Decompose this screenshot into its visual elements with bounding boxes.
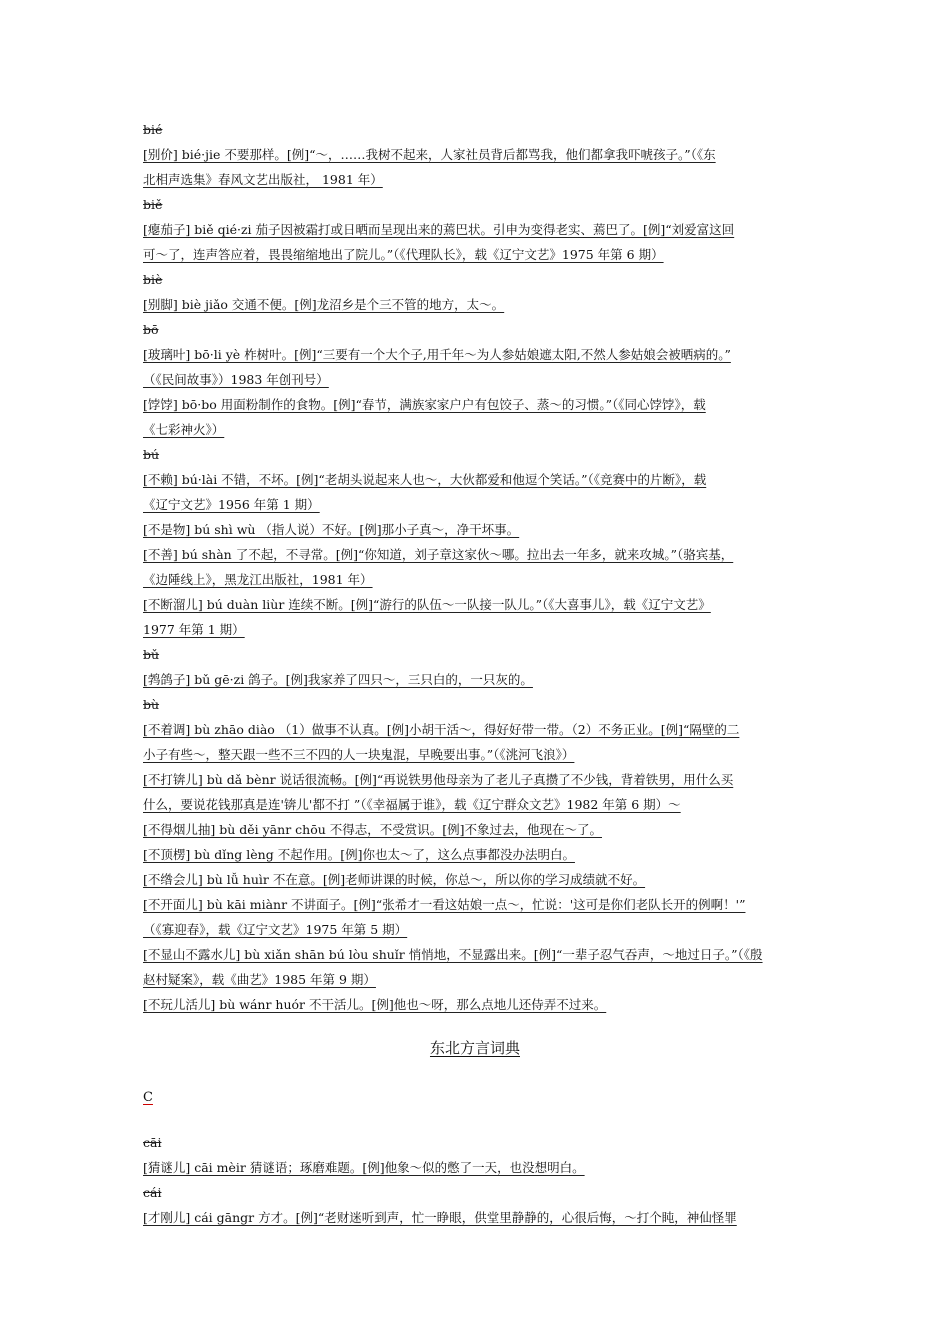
entry-line-text: 小子有些～，整天跟一些不三不四的人一块鬼混，早晚要出事。”（《洮河飞浪》） bbox=[143, 747, 575, 762]
pinyin-heading bbox=[143, 642, 808, 667]
pinyin-heading bbox=[143, 117, 808, 142]
entry-line bbox=[143, 567, 808, 592]
pinyin-heading bbox=[143, 1180, 808, 1205]
entry-line bbox=[143, 892, 808, 917]
entry-line bbox=[143, 492, 808, 517]
entry-line bbox=[143, 767, 808, 792]
pinyin-heading-text: bǔ bbox=[143, 647, 160, 662]
entry-line bbox=[143, 717, 808, 742]
entry-line-text: [别脚] biè jiǎo 交通不便。[例]龙沼乡是个三不管的地方，太～。 bbox=[143, 297, 505, 312]
dictionary-entry bbox=[143, 817, 808, 842]
dictionary-entry bbox=[143, 592, 808, 642]
entry-line-text: （《寡迎春》，载《辽宁文艺》1975 年第 5 期） bbox=[143, 922, 408, 937]
dictionary-entry bbox=[143, 992, 808, 1017]
entry-line-text: [不顶楞] bù dǐng lèng 不起作用。[例]你也太～了，这么点事都没办法明白。 bbox=[143, 847, 575, 862]
section-letter bbox=[143, 1085, 153, 1110]
entry-line-text: [不善] bú shàn 了不起，不寻常。[例]“你知道，刘子章这家伙～哪。拉出去一年多，就来攻城。”（骆宾基， bbox=[143, 547, 734, 562]
dictionary-entry bbox=[143, 942, 808, 992]
entry-line bbox=[143, 367, 808, 392]
entry-line bbox=[143, 342, 808, 367]
dictionary-section-c bbox=[143, 1130, 808, 1230]
entry-line bbox=[143, 592, 808, 617]
entry-line-text: （《民间故事》）1983 年创刊号） bbox=[143, 372, 329, 387]
entry-line-text: [别价] bié·jie 不要那样。[例]“～，……我树不起来，人家社员背后都骂我，他们都拿我吓唬孩子。”（《东 bbox=[143, 147, 716, 162]
dictionary-section-b bbox=[143, 117, 808, 1017]
dictionary-entry bbox=[143, 142, 808, 192]
entry-line bbox=[143, 617, 808, 642]
entry-line-text: [才刚儿] cái gāngr 方才。[例]“老财迷听到声，忙一睁眼，供堂里静静的，心很后悔，～打个盹，神仙怪罪 bbox=[143, 1210, 737, 1225]
pinyin-heading-text: cái bbox=[143, 1185, 162, 1200]
entry-line bbox=[143, 217, 808, 242]
entry-line-text: [不断溜儿] bú duàn liùr 连续不断。[例]“游行的队伍～一队接一队儿。”（《大喜事儿》，载《辽宁文艺》 bbox=[143, 597, 711, 612]
dictionary-entry bbox=[143, 517, 808, 542]
entry-line-text: [不赖] bú·lài 不错，不坏。[例]“老胡头说起来人也～，大伙都爱和他逗个笑话。”（《竞赛中的片断》，载 bbox=[143, 472, 707, 487]
entry-line bbox=[143, 742, 808, 767]
dictionary-entry bbox=[143, 342, 808, 392]
entry-line bbox=[143, 967, 808, 992]
entry-line bbox=[143, 392, 808, 417]
entry-line-text: [瘪茄子] biě qié·zi 茄子因被霜打或日晒而呈现出来的蔫巴状。引申为变得老实、蔫巴了。[例]“刘爱富这回 bbox=[143, 222, 735, 237]
entry-line bbox=[143, 942, 808, 967]
pinyin-heading-text: cāi bbox=[143, 1135, 162, 1150]
entry-line-text: 《七彩神火》） bbox=[143, 422, 225, 437]
dictionary-entry bbox=[143, 892, 808, 942]
entry-line bbox=[143, 142, 808, 167]
section-letter-text: C bbox=[143, 1090, 153, 1105]
entry-line bbox=[143, 917, 808, 942]
entry-line-text: 《边陲线上》，黑龙江出版社，1981 年） bbox=[143, 572, 373, 587]
pinyin-heading bbox=[143, 692, 808, 717]
entry-line-text: [饽饽] bō·bo 用面粉制作的食物。[例]“春节，满族家家户户有包饺子、蒸～的习惯。”（《同心饽饽》，载 bbox=[143, 397, 706, 412]
dictionary-entry bbox=[143, 667, 808, 692]
entry-line bbox=[143, 167, 808, 192]
entry-line-text: [不开面儿] bù kāi miànr 不讲面子。[例]“张希才一看这姑娘一点～，忙说：'这可是你们老队长开的例啊！'” bbox=[143, 897, 746, 912]
pinyin-heading bbox=[143, 192, 808, 217]
dictionary-entry bbox=[143, 292, 808, 317]
pinyin-heading bbox=[143, 1130, 808, 1155]
entry-line-text: [不是物] bú shì wù （指人说）不好。[例]那小子真～，净干坏事。 bbox=[143, 522, 520, 537]
dictionary-entry bbox=[143, 842, 808, 867]
entry-line bbox=[143, 242, 808, 267]
entry-line-text: [不得烟儿抽] bù děi yānr chōu 不得志，不受赏识。[例]不象过去，他现在～了。 bbox=[143, 822, 602, 837]
entry-line-text: 可～了，连声答应着，畏畏缩缩地出了院儿。”（《代理队长》，载《辽宁文艺》1975 年第 6 期） bbox=[143, 247, 664, 262]
dictionary-entry bbox=[143, 392, 808, 442]
entry-line bbox=[143, 467, 808, 492]
dictionary-entry bbox=[143, 1155, 808, 1180]
entry-line-text: [不显山不露水儿] bù xiǎn shān bú lòu shuǐr 悄悄地，不显露出来。[例]“一辈子忍气吞声，～地过日子。”（《殷 bbox=[143, 947, 763, 962]
entry-line-text: [猜谜儿] cāi mèir 猜谜语；琢磨难题。[例]他象～似的憋了一天，也没想明白。 bbox=[143, 1160, 585, 1175]
entry-line-text: [不着调] bù zhāo diào （1）做事不认真。[例]小胡干活～，得好好带一带。（2）不务正业。[例]“隔壁的二 bbox=[143, 722, 740, 737]
entry-line bbox=[143, 417, 808, 442]
pinyin-heading-text: bú bbox=[143, 447, 160, 462]
dictionary-entry bbox=[143, 542, 808, 592]
entry-line bbox=[143, 517, 808, 542]
entry-line-text: 《辽宁文艺》1956 年第 1 期） bbox=[143, 497, 320, 512]
entry-line-text: 什么，要说花钱那真是连'锛儿'都不打 ”（《幸福属于谁》，载《辽宁群众文艺》1982 年第 6 期）～ bbox=[143, 797, 681, 812]
entry-line bbox=[143, 292, 808, 317]
pinyin-heading bbox=[143, 442, 808, 467]
dictionary-entry bbox=[143, 767, 808, 817]
dictionary-title-text: 东北方言词典 bbox=[429, 1039, 520, 1057]
entry-line bbox=[143, 842, 808, 867]
dictionary-entry bbox=[143, 717, 808, 767]
pinyin-heading bbox=[143, 267, 808, 292]
dictionary-entry bbox=[143, 467, 808, 517]
pinyin-heading bbox=[143, 317, 808, 342]
entry-line bbox=[143, 992, 808, 1017]
entry-line bbox=[143, 542, 808, 567]
entry-line-text: [鹁鸽子] bǔ gē·zi 鸽子。[例]我家养了四只～，三只白的，一只灰的。 bbox=[143, 672, 533, 687]
entry-line-text: [玻璃叶] bō·li yè 柞树叶。[例]“三要有一个大个子,用千年～为人参姑娘遮太阳,不然人参姑娘会被晒病的。” bbox=[143, 347, 731, 362]
dictionary-title bbox=[0, 1037, 950, 1059]
dictionary-entry bbox=[143, 867, 808, 892]
entry-line bbox=[143, 667, 808, 692]
dictionary-entry bbox=[143, 1205, 808, 1230]
pinyin-heading-text: bù bbox=[143, 697, 160, 712]
entry-line-text: 1977 年第 1 期） bbox=[143, 622, 245, 637]
entry-line-text: 赵村疑案》，载《曲艺》1985 年第 9 期） bbox=[143, 972, 376, 987]
entry-line bbox=[143, 817, 808, 842]
entry-line bbox=[143, 792, 808, 817]
dictionary-entry bbox=[143, 217, 808, 267]
entry-line-text: [不玩儿活儿] bù wánr huór 不干活儿。[例]他也～呀，那么点地儿还侍弄不过来。 bbox=[143, 997, 607, 1012]
entry-line-text: [不打锛儿] bù dǎ bènr 说话很流畅。[例]“再说铁男他母亲为了老儿子真攒了不少钱，背着铁男，用什么买 bbox=[143, 772, 734, 787]
entry-line bbox=[143, 867, 808, 892]
pinyin-heading-text: bié bbox=[143, 122, 163, 137]
pinyin-heading-text: biè bbox=[143, 272, 163, 287]
pinyin-heading-text: biě bbox=[143, 197, 163, 212]
entry-line bbox=[143, 1155, 808, 1180]
entry-line-text: [不绺会儿] bù lǚ huìr 不在意。[例]老师讲课的时候，你总～，所以你的学习成绩就不好。 bbox=[143, 872, 646, 887]
entry-line bbox=[143, 1205, 808, 1230]
entry-line-text: 北相声选集》春风文艺出版社， 1981 年） bbox=[143, 172, 383, 187]
pinyin-heading-text: bō bbox=[143, 322, 159, 337]
